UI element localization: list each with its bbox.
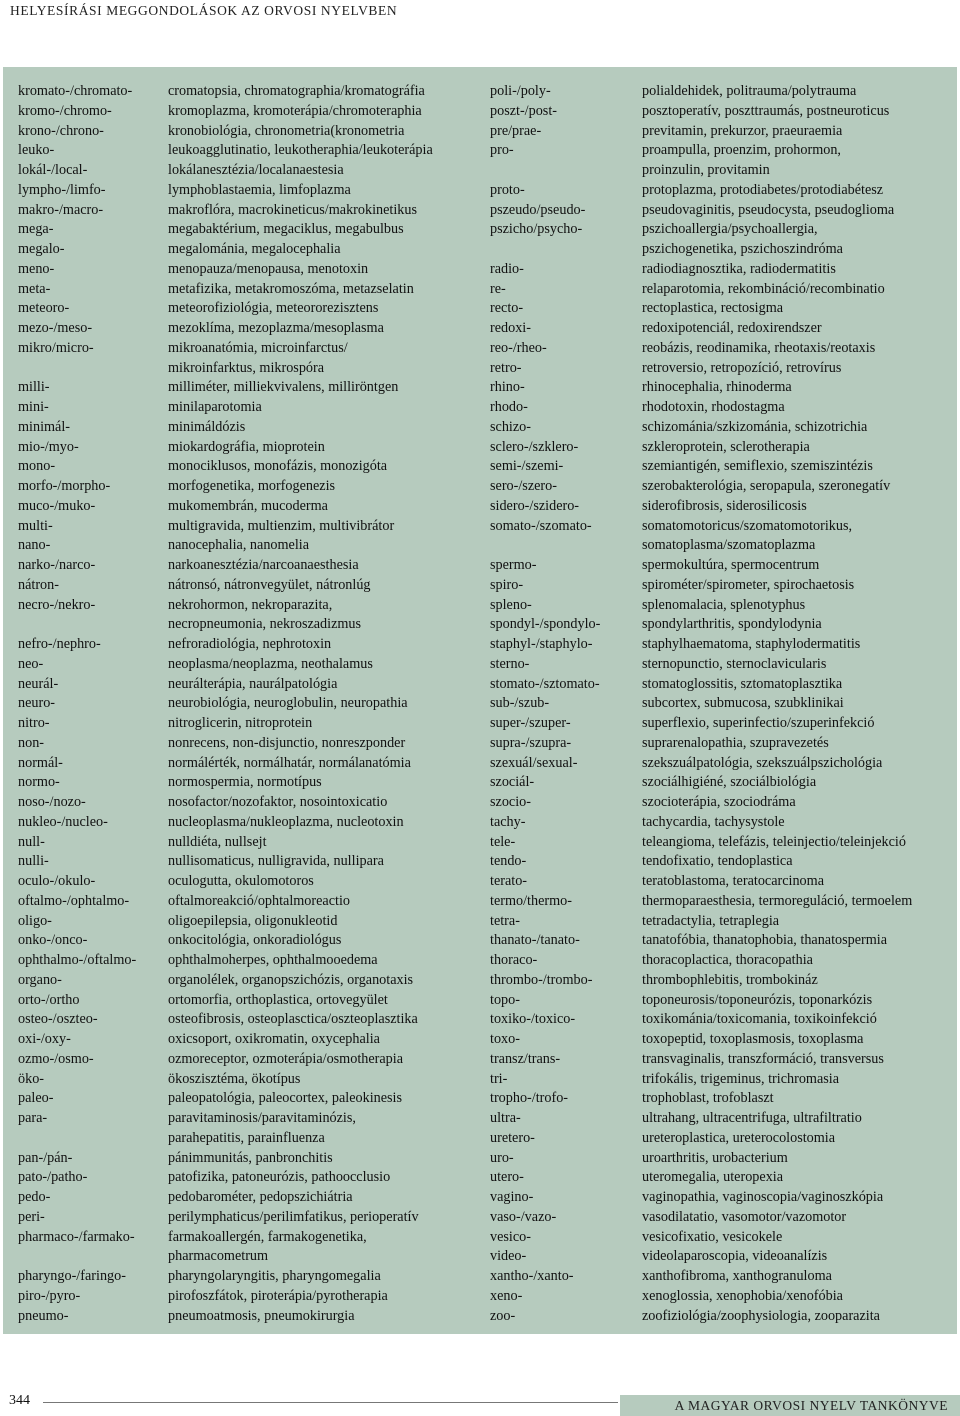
term-line: pharyngo-/faringo- (18, 1268, 126, 1284)
term-line: utero- (490, 1169, 524, 1186)
term-line: szociálhigiéné, szociálbiológia (642, 774, 817, 791)
term-line: ozmo-/osmo- (18, 1050, 94, 1067)
term-line: normál- (18, 754, 63, 771)
footer-rule (43, 1402, 618, 1403)
term-line: semi-/szemi- (490, 458, 564, 475)
term-line: spiro- (490, 576, 524, 593)
term-line: osteofibrosis, osteoplasctica/oszteoplasztika (168, 1011, 418, 1028)
term-line: metafizika, metakromoszóma, metazselatin (168, 280, 414, 297)
term-line: proinzulin, provitamin (642, 162, 770, 178)
term-line: monociklusos, monofázis, monozigóta (168, 458, 388, 475)
term-line: pszeudo/pseudo- (490, 201, 586, 218)
spacer-line (18, 1247, 136, 1267)
term-line: null- (18, 833, 45, 850)
term-line: proampulla, proenzim, prohormon, (642, 142, 841, 159)
term-line: onkocitológia, onkoradiológus (168, 932, 342, 949)
term-line: trophoblast, trofoblaszt (642, 1090, 774, 1107)
term-line: rhodotoxin, rhodostagma (642, 399, 785, 415)
term-line: lympho-/limfo- (18, 181, 106, 198)
term-line: nátronsó, nátronvegyület, nátronlúg (168, 576, 371, 593)
term-line: nukleo-/nucleo- (18, 813, 108, 830)
term-line: meno- (18, 260, 55, 277)
term-line: lokálanesztézia/localanaestesia (168, 162, 344, 178)
term-line: paravitaminosis/paravitaminózis, (168, 1110, 356, 1126)
term-line: suprarenalopathia, szupravezetés (642, 734, 829, 751)
term-line: multigravida, multienzim, multivibrátor (168, 517, 395, 534)
term-line: nanocephalia, nanomelia (168, 537, 310, 554)
term-line: toxikománia/toxicomania, toxikoinfekció (642, 1011, 877, 1028)
spacer-line (18, 359, 136, 379)
term-line: uro- (490, 1149, 514, 1166)
term-line: toponeurosis/toponeurózis, toponarkózis (642, 991, 873, 1008)
term-line: subcortex, submucosa, szubklinikai (642, 695, 844, 712)
term-line: zoo- (490, 1307, 516, 1324)
term-line: schizománia/szkizománia, schizotrichia (642, 418, 868, 435)
term-line: vesico- (490, 1228, 531, 1245)
term-line: xeno- (490, 1287, 523, 1304)
term-line: onko-/onco- (18, 932, 88, 949)
term-line: necropneumonia, nekroszadizmus (168, 616, 362, 633)
term-line: miokardográfia, mioprotein (168, 438, 325, 455)
term-line: tri- (490, 1070, 508, 1087)
term-line: oculogutta, okulomotoros (168, 873, 314, 889)
term-line: reo-/rheo- (490, 339, 547, 356)
term-line: tele- (490, 833, 516, 850)
term-line: polialdehidek, politrauma/polytrauma (642, 83, 857, 99)
term-line: uretero- (490, 1129, 535, 1146)
term-line: vesicofixatio, vesicokele (642, 1228, 783, 1245)
term-line: terato- (490, 873, 528, 889)
spacer-line (490, 240, 600, 260)
term-line: vaginopathia, vaginoscopia/vaginoszkópia (642, 1189, 884, 1205)
footer-title-box (620, 1395, 960, 1416)
term-line: nosofactor/nozofaktor, nosointoxicatio (168, 794, 388, 810)
term-line: transz/trans- (490, 1050, 561, 1067)
term-line: meteorofiziológia, meteororezisztens (168, 300, 379, 317)
term-line: videolaparoscopia, videoanalízis (642, 1248, 828, 1265)
term-line: nucleoplasma/nukleoplazma, nucleotoxin (168, 813, 404, 830)
term-line: ophthalmoherpes, ophthalmooedema (168, 952, 378, 968)
term-line: schizo- (490, 418, 531, 435)
term-line: toxiko-/toxico- (490, 1011, 576, 1028)
term-line: piro-/pyro- (18, 1287, 81, 1304)
term-line: nulli- (18, 853, 49, 870)
term-line: uteromegalia, uteropexia (642, 1169, 784, 1186)
term-line: xenoglossia, xenophobia/xenofóbia (642, 1287, 843, 1304)
term-line: splenomalacia, splenotyphus (642, 596, 806, 613)
term-line: ophthalmo-/oftalmo- (18, 952, 137, 968)
term-line: supra-/szupra- (490, 734, 572, 751)
term-line: thrombo-/trombo- (490, 971, 593, 988)
term-line: spirométer/spirometer, spirochaetosis (642, 576, 855, 593)
term-line: transvaginalis, transzformáció, transversus (642, 1050, 884, 1067)
book-title: A MAGYAR ORVOSI NYELV TANKÖNYVE (674, 1398, 948, 1413)
term-line: szocioterápia, szociodráma (642, 794, 796, 810)
term-line: meteoro- (18, 300, 70, 317)
spacer-line (18, 615, 136, 635)
term-line: nulldiéta, nullsejt (168, 833, 267, 850)
term-line: thermoparaesthesia, termoreguláció, termoelem (642, 892, 913, 909)
term-line: megalománia, megalocephalia (168, 241, 341, 257)
term-line: nano- (18, 537, 51, 554)
term-line: ultra- (490, 1110, 521, 1126)
term-line: poli-/poly- (490, 83, 551, 99)
term-line: oxi-/oxy- (18, 1031, 71, 1047)
term-line: oftalmoreakció/ophtalmoreactio (168, 892, 350, 909)
term-line: tanatofóbia, thanatophobia, thanatospermia (642, 932, 888, 949)
term-line: pneumoatmosis, pneumokirurgia (168, 1307, 355, 1324)
term-line: pharyngolaryngitis, pharyngomegalia (168, 1268, 381, 1284)
term-line: oligo- (18, 912, 52, 929)
term-line: relaparotomia, rekombináció/recombinatio (642, 280, 885, 297)
term-line: ökoszisztéma, ökotípus (168, 1070, 301, 1087)
term-line: spermo- (490, 557, 537, 573)
term-line: thrombophlebitis, trombokináz (642, 971, 818, 988)
term-line: ortomorfia, orthoplastica, ortovegyület (168, 991, 388, 1008)
prefix-column-right (490, 82, 600, 1326)
term-line: mio-/myo- (18, 438, 79, 455)
term-line: toxo- (490, 1031, 520, 1047)
term-line: tendo- (490, 853, 527, 870)
term-line: pszichoallergia/psychoallergia, (642, 221, 818, 238)
term-line: siderofibrosis, siderosilicosis (642, 497, 807, 514)
term-line: previtamin, prekurzor, praeuraemia (642, 122, 843, 139)
term-line: normospermia, normotípus (168, 774, 322, 791)
term-line: poszt-/post- (490, 102, 557, 119)
term-line: pro- (490, 142, 514, 159)
term-line: mini- (18, 399, 49, 415)
term-line: pirofoszfátok, piroterápia/pyrotherapia (168, 1287, 388, 1304)
term-line: kromoplazma, kromoterápia/chromoteraphia (168, 102, 422, 119)
term-line: oxicsoport, oxikromatin, oxycephalia (168, 1031, 380, 1047)
term-line: milliméter, milliekvivalens, milliröntgen (168, 379, 399, 396)
term-line: nitro- (18, 715, 50, 731)
term-line: spondyl-/spondylo- (490, 616, 601, 633)
term-line: meta- (18, 280, 51, 297)
term-line: megabaktérium, megaciklus, megabulbus (168, 221, 404, 238)
term-line: toxopeptid, toxoplasmosis, toxoplasma (642, 1031, 864, 1047)
term-line: neurobiológia, neuroglobulin, neuropathia (168, 695, 408, 712)
term-line: minimáldózis (168, 418, 246, 435)
term-line: pedobarométer, pedopszichiátria (168, 1189, 353, 1205)
term-line: redoxipotenciál, redoxirendszer (642, 320, 822, 336)
term-line: superflexio, superinfectio/szuperinfekció (642, 715, 875, 731)
term-line: re- (490, 280, 506, 297)
prefix-column-left (18, 82, 136, 1326)
term-line: oculo-/okulo- (18, 873, 96, 889)
term-line: parahepatitis, parainfluenza (168, 1129, 325, 1146)
term-line: somatomotoricus/szomatomotorikus, (642, 517, 853, 534)
term-line: tendofixatio, tendoplastica (642, 853, 793, 870)
spacer-line (490, 161, 600, 181)
term-line: leuko- (18, 142, 55, 159)
term-line: pszicho/psycho- (490, 221, 583, 238)
term-line: xantho-/xanto- (490, 1268, 574, 1284)
term-line: szerobakterológia, seropapula, szeronegatív (642, 478, 891, 494)
term-line: ureteroplastica, ureterocolostomia (642, 1129, 836, 1146)
term-line: morfogenetika, morfogenezis (168, 478, 336, 494)
term-line: stomato-/sztomato- (490, 675, 600, 692)
term-line: tropho-/trofo- (490, 1090, 569, 1107)
term-line: mono- (18, 458, 56, 475)
term-line: organo- (18, 971, 62, 988)
term-line: teleangioma, telefázis, teleinjectio/teleinjekció (642, 833, 906, 850)
term-line: stomatoglossitis, sztomatoplasztika (642, 675, 843, 692)
term-line: nullisomaticus, nulligravida, nullipara (168, 853, 384, 870)
term-line: posztoperatív, poszttraumás, postneuroticus (642, 102, 890, 119)
term-line: paleopatológia, paleocortex, paleokinesis (168, 1090, 403, 1107)
term-line: mezo-/meso- (18, 320, 93, 336)
term-line: pseudovaginitis, pseudocysta, pseudoglioma (642, 201, 895, 218)
term-line: pato-/patho- (18, 1169, 88, 1186)
term-line: sterno- (490, 655, 530, 672)
term-line: cromatopsia, chromatographia/kromatográfia (168, 83, 425, 99)
term-line: nonrecens, non-disjunctio, nonreszponder (168, 734, 406, 751)
term-line: somato-/szomato- (490, 517, 592, 534)
term-line: lokál-/local- (18, 162, 88, 178)
term-line: sero-/szero- (490, 478, 557, 494)
term-line: makro-/macro- (18, 201, 104, 218)
term-line: normo- (18, 774, 60, 791)
term-line: öko- (18, 1070, 45, 1087)
term-line: tetradactylia, tetraplegia (642, 912, 780, 929)
term-line: vagino- (490, 1189, 534, 1205)
term-line: mikroinfarktus, mikrospóra (168, 359, 325, 376)
term-line: recto- (490, 300, 524, 317)
term-line: ozmoreceptor, ozmoterápia/osmotherapia (168, 1050, 404, 1067)
term-line: orto-/ortho (18, 991, 80, 1008)
term-line: xanthofibroma, xanthogranuloma (642, 1268, 832, 1284)
term-line: narkoanesztézia/narcoanaesthesia (168, 557, 359, 573)
term-line: minimál- (18, 418, 71, 435)
spacer-line (490, 536, 600, 556)
term-line: super-/szuper- (490, 715, 571, 731)
term-line: vasodilatatio, vasomotor/vazomotor (642, 1208, 847, 1225)
term-line: oligoepilepsia, oligonukleotid (168, 912, 338, 929)
term-line: termo/thermo- (490, 892, 572, 909)
term-line: morfo-/morpho- (18, 478, 111, 494)
term-line: kromo-/chromo- (18, 102, 112, 119)
term-line: staphyl-/staphylo- (490, 636, 593, 652)
term-line: retro- (490, 359, 522, 376)
spacer-line (18, 1129, 136, 1149)
term-line: szekszuálpatológia, szekszuálpszichológia (642, 754, 883, 771)
term-line: kromato-/chromato- (18, 83, 133, 99)
term-line: menopauza/menopausa, menotoxin (168, 260, 369, 277)
term-line: uroarthritis, urobacterium (642, 1149, 788, 1166)
term-line: thanato-/tanato- (490, 932, 580, 949)
term-line: nefroradiológia, nephrotoxin (168, 636, 332, 652)
term-line: nitroglicerin, nitroprotein (168, 715, 313, 731)
term-line: lymphoblastaemia, limfoplazma (168, 181, 351, 198)
term-line: mikroanatómia, microinfarctus/ (168, 339, 348, 356)
term-line: radiodiagnosztika, radiodermatitis (642, 260, 836, 277)
term-line: rhinocephalia, rhinoderma (642, 379, 792, 396)
term-line: pánimmunitás, panbronchitis (168, 1149, 333, 1166)
term-line: peri- (18, 1208, 45, 1225)
examples-column-left (168, 82, 433, 1326)
term-line: organolélek, organopszichózis, organotaxis (168, 971, 414, 988)
term-panel (3, 67, 957, 1334)
term-line: ultrahang, ultracentrifuga, ultrafiltratio (642, 1110, 862, 1126)
term-line: patofizika, patoneurózis, pathoocclusio (168, 1169, 391, 1186)
term-line: neo- (18, 655, 44, 672)
term-line: szociál- (490, 774, 535, 791)
term-line: protoplazma, protodiabetes/protodiabétesz (642, 181, 884, 198)
term-line: normálérték, normálhatár, normálanatómia (168, 754, 411, 771)
term-line: teratoblastoma, teratocarcinoma (642, 873, 824, 889)
examples-column-right (642, 82, 912, 1326)
term-line: nefro-/nephro- (18, 636, 101, 652)
term-line: paleo- (18, 1090, 54, 1107)
term-line: szocio- (490, 794, 531, 810)
term-line: topo- (490, 991, 520, 1008)
term-line: pre/prae- (490, 122, 542, 139)
term-line: tachy- (490, 813, 526, 830)
term-line: rectoplastica, rectosigma (642, 300, 784, 317)
term-line: vaso-/vazo- (490, 1208, 557, 1225)
term-line: narko-/narco- (18, 557, 96, 573)
term-line: sternopunctio, sternoclavicularis (642, 655, 827, 672)
term-line: minilaparotomia (168, 399, 262, 415)
term-line: makroflóra, macrokineticus/makrokinetikus (168, 201, 417, 218)
term-line: szemiantigén, semiflexio, szemiszintézis (642, 458, 873, 475)
term-line: sub-/szub- (490, 695, 550, 712)
term-line: somatoplasma/szomatoplazma (642, 537, 816, 554)
term-line: redoxi- (490, 320, 531, 336)
term-line: leukoagglutinatio, leukotheraphia/leukoterápia (168, 142, 433, 159)
term-line: kronobiológia, chronometria(kronometria (168, 122, 405, 139)
term-line: thoracoplactica, thoracopathia (642, 952, 813, 968)
term-line: radio- (490, 260, 524, 277)
term-line: farmakoallergén, farmakogenetika, (168, 1228, 367, 1245)
term-line: spermokultúra, spermocentrum (642, 557, 820, 573)
term-line: pharmacometrum (168, 1248, 269, 1265)
term-line: mega- (18, 221, 54, 238)
term-line: spleno- (490, 596, 532, 613)
term-line: szkleroprotein, sclerotherapia (642, 438, 810, 455)
term-line: pneumo- (18, 1307, 69, 1324)
term-line: pszichogenetika, pszichoszindróma (642, 241, 843, 257)
term-line: szexuál/sexual- (490, 754, 578, 771)
term-line: neoplasma/neoplazma, neothalamus (168, 655, 373, 672)
term-line: noso-/nozo- (18, 794, 86, 810)
term-line: mukomembrán, mucoderma (168, 497, 328, 514)
term-line: video- (490, 1248, 527, 1265)
term-line: mezoklíma, mezoplazma/mesoplasma (168, 320, 384, 336)
term-line: spondylarthritis, spondylodynia (642, 616, 822, 633)
term-line: neurálterápia, naurálpatológia (168, 675, 338, 692)
term-line: perilymphaticus/perilimfatikus, perioperatív (168, 1208, 419, 1225)
term-line: pharmaco-/farmako- (18, 1228, 135, 1245)
term-line: tachycardia, tachysystole (642, 813, 785, 830)
term-line: necro-/nekro- (18, 596, 96, 613)
term-line: thoraco- (490, 952, 538, 968)
term-line: para- (18, 1110, 48, 1126)
term-line: pedo- (18, 1189, 51, 1205)
term-line: nátron- (18, 576, 59, 593)
term-line: rhino- (490, 379, 525, 396)
term-line: sidero-/szidero- (490, 497, 580, 514)
page-number: 344 (9, 1393, 30, 1408)
term-line: rhodo- (490, 399, 528, 415)
term-line: trifokális, trigeminus, trichromasia (642, 1070, 840, 1087)
term-line: neuro- (18, 695, 56, 712)
term-line: tetra- (490, 912, 520, 929)
term-line: zoofiziológia/zoophysiologia, zooparazita (642, 1307, 880, 1324)
term-line: pan-/pán- (18, 1149, 73, 1166)
term-line: osteo-/oszteo- (18, 1011, 98, 1028)
term-line: krono-/chrono- (18, 122, 104, 139)
term-line: proto- (490, 181, 525, 198)
term-line: neurál- (18, 675, 59, 692)
term-line: retroversio, retropozíció, retrovírus (642, 359, 842, 376)
running-header: HELYESÍRÁSI MEGGONDOLÁSOK AZ ORVOSI NYELVBEN (10, 3, 398, 18)
term-line: milli- (18, 379, 50, 396)
term-line: multi- (18, 517, 53, 534)
term-line: non- (18, 734, 45, 751)
term-line: mikro/micro- (18, 339, 94, 356)
term-line: reobázis, reodinamika, rheotaxis/reotaxis (642, 339, 876, 356)
term-line: nekrohormon, nekroparazita, (168, 596, 333, 613)
term-line: megalo- (18, 241, 65, 257)
term-line: oftalmo-/ophtalmo- (18, 892, 130, 909)
term-line: muco-/muko- (18, 497, 96, 514)
term-line: staphylhaematoma, staphylodermatitis (642, 636, 861, 652)
term-line: sclero-/szklero- (490, 438, 579, 455)
